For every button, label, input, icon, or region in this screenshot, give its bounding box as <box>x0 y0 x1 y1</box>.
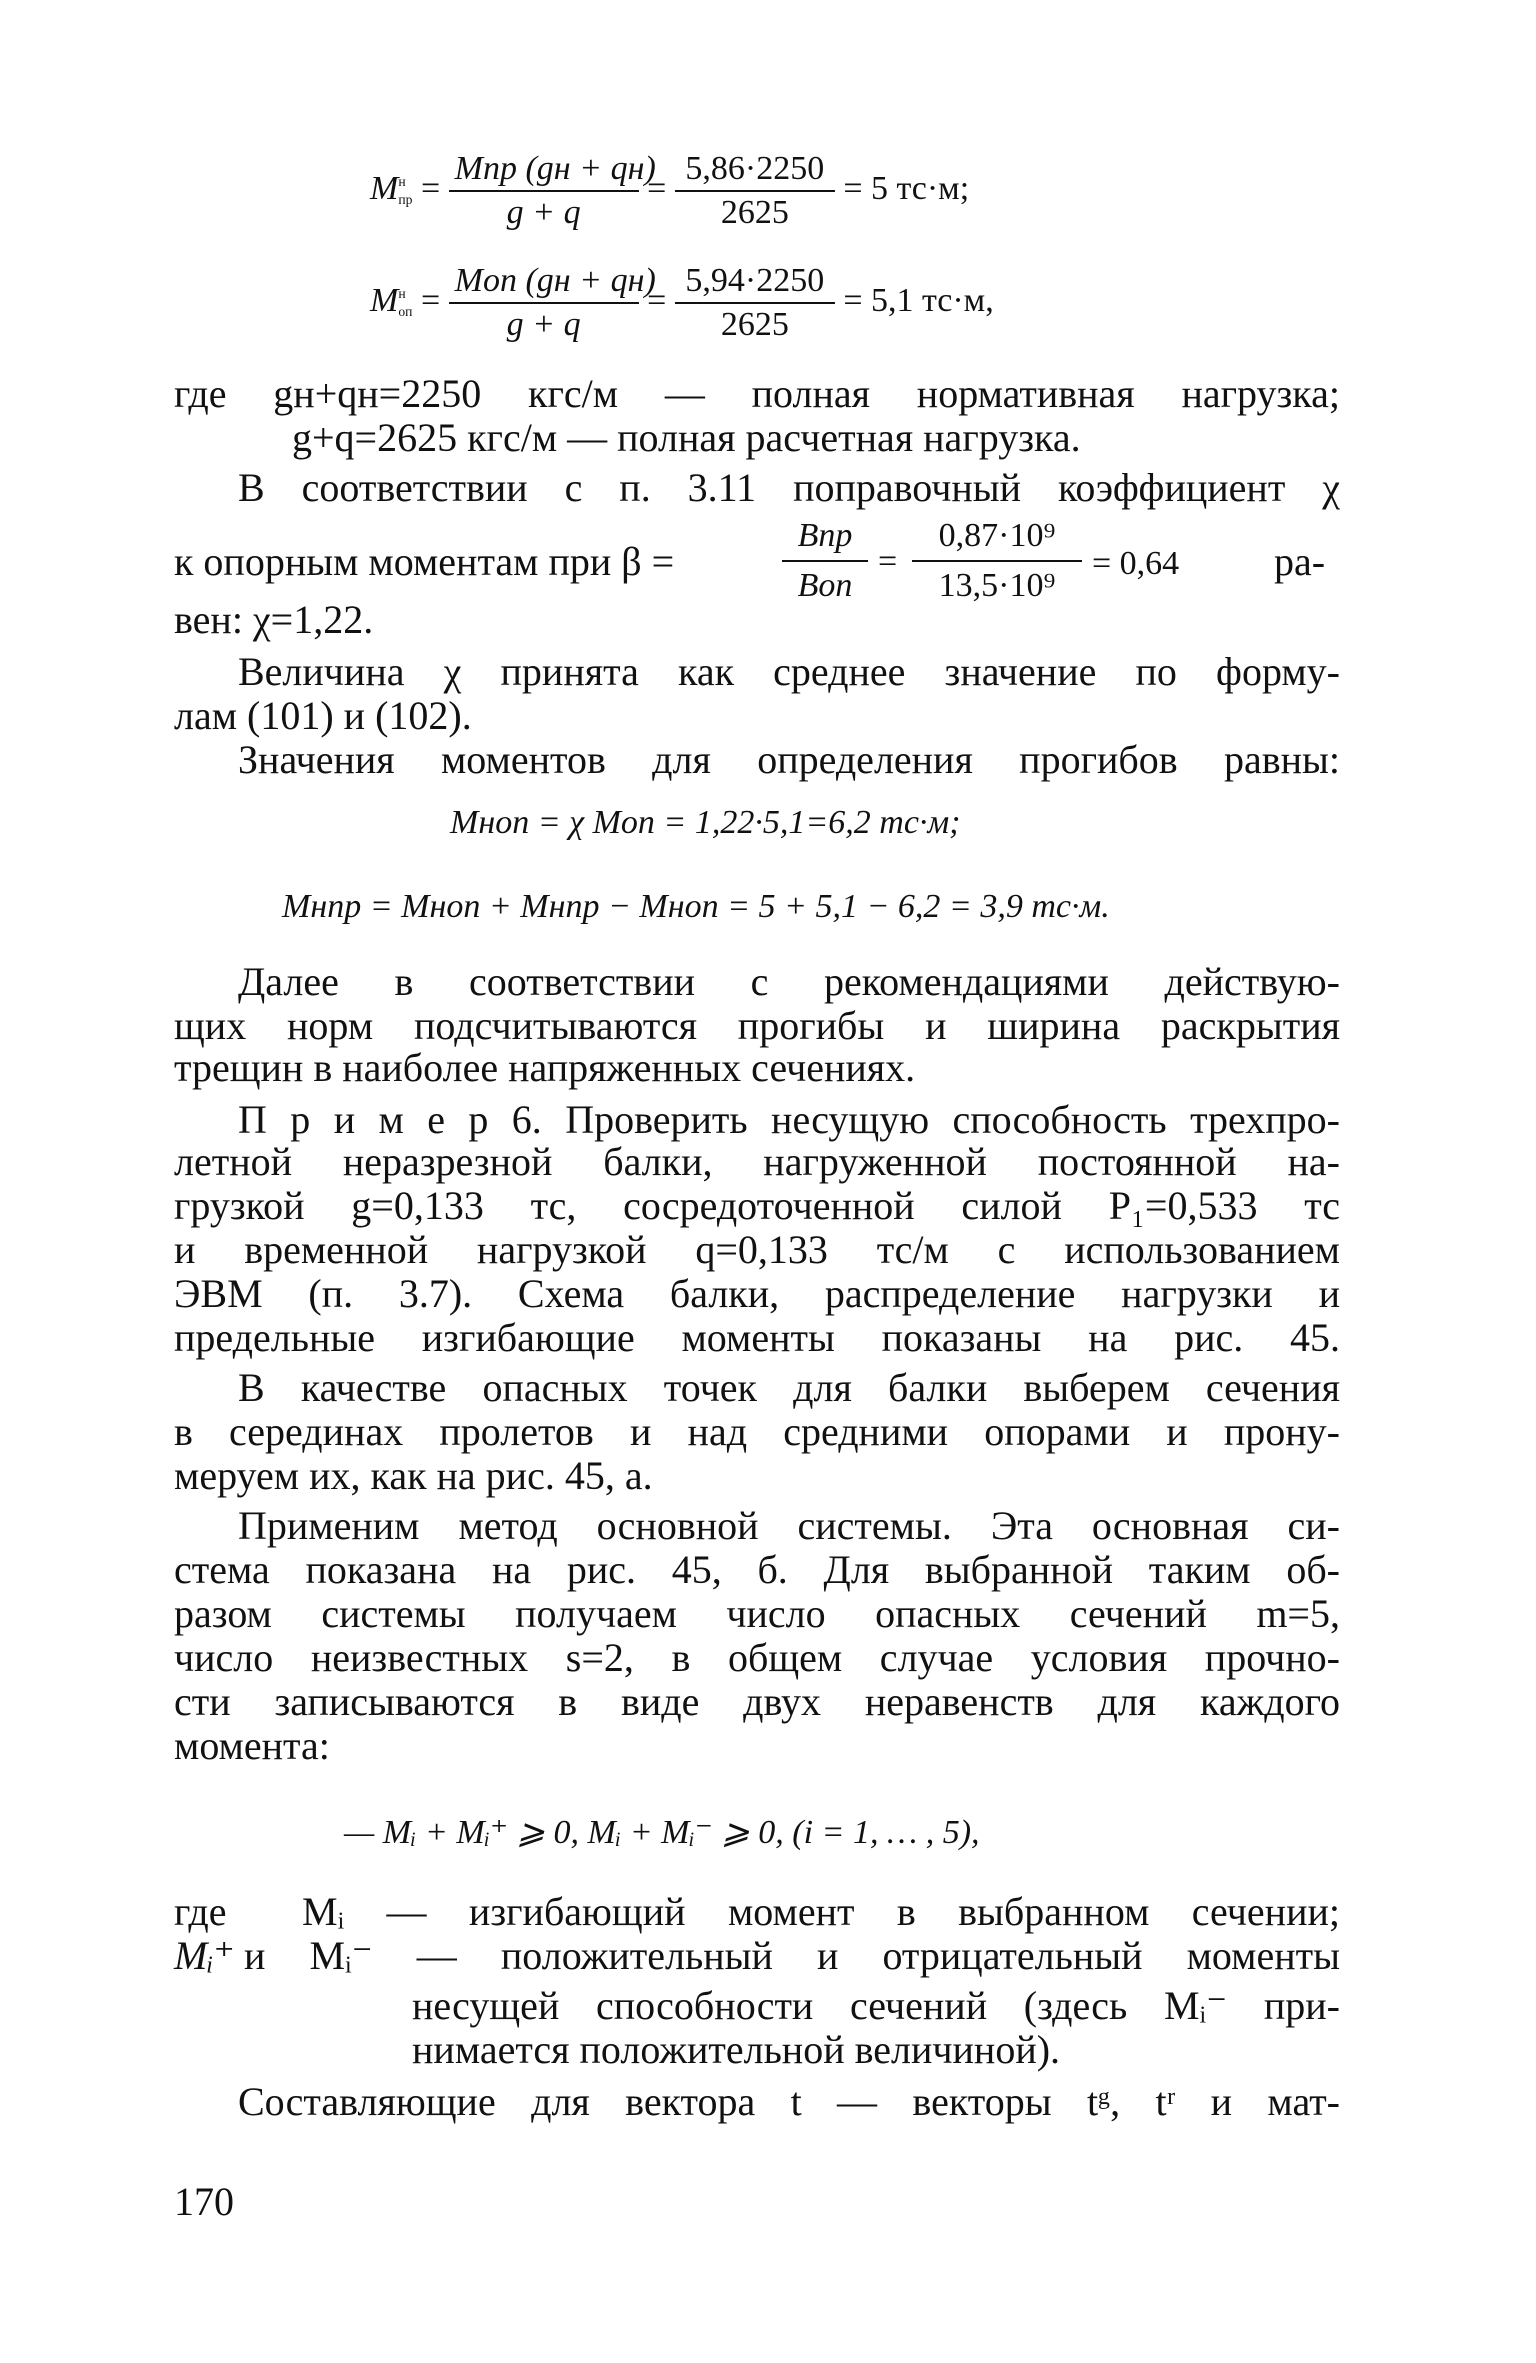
formula-sub: пр <box>398 192 413 207</box>
text-line: нимается положительной величиной). <box>412 2027 1061 2072</box>
numerator: 5,94·2250 <box>675 262 835 304</box>
text-line: Значения моментов для определения прогибов равны: <box>238 737 1340 782</box>
text-line: Величина χ принята как среднее значение по форму- <box>238 649 1340 694</box>
fraction <box>782 514 868 608</box>
page-number: 170 <box>174 2179 234 2224</box>
text-line: В соответствии с п. 3.11 поправочный коэффициент χ <box>238 465 1340 510</box>
fraction <box>449 262 656 344</box>
text-fragment: Mᵢ⁺ <box>174 1933 235 1978</box>
text-fragment: и Mᵢ⁻ — положительный и отрицательный моменты <box>244 1933 1340 1978</box>
text-line: П р и м е р 6. Проверить несущую способность трехпро- <box>238 1097 1340 1142</box>
formula-sup: н <box>398 174 406 189</box>
equals-sign: = <box>878 543 898 580</box>
text-line: летной неразрезной балки, нагруженной постоянной на- <box>174 1139 1340 1184</box>
denominator: 2625 <box>720 306 789 343</box>
text-line: разом системы получаем число опасных сечений m=5, <box>174 1591 1340 1636</box>
text-line: меруем их, как на рис. 45, а. <box>174 1453 653 1498</box>
formula-m-pr-n: Mнпр = Mноп + Mнпр − Mноп = 5 + 5,1 − 6,2 = 3,9 тс·м. <box>282 888 1110 925</box>
denominator: 2625 <box>720 194 789 231</box>
fraction <box>449 150 656 232</box>
denominator: g + q <box>506 306 581 343</box>
text-line: g+q=2625 кгс/м — полная расчетная нагрузка. <box>292 415 1081 460</box>
text-line: где gн+qн=2250 кгс/м — полная нормативная нагрузка; <box>174 371 1340 416</box>
formula-lhs: M <box>370 281 399 319</box>
formula-m-op <box>370 262 994 344</box>
formula-lhs: M <box>370 169 399 207</box>
numerator: Bпр <box>782 514 868 562</box>
text-line: стема показана на рис. 45, б. Для выбранной таким об- <box>174 1547 1340 1592</box>
text-fragment: Mᵢ — изгибающий момент в выбранном сечении; <box>302 1889 1340 1934</box>
denominator: Bоп <box>797 567 853 604</box>
numerator: 0,87·10⁹ <box>912 514 1082 562</box>
text-line: грузкой g=0,133 тс, сосредоточенной силой P₁=0,533 тс <box>174 1183 1340 1228</box>
text-line: число неизвестных s=2, в общем случае условия прочно- <box>174 1635 1340 1680</box>
text-line: предельные изгибающие моменты показаны на рис. 45. <box>174 1315 1340 1360</box>
numerator: Mпр (gн + qн) <box>449 150 639 192</box>
text-line: Составляющие для вектора t — векторы tᵍ, tʳ и мат- <box>238 2079 1340 2124</box>
equals-sign: = <box>647 169 667 207</box>
text-line: Далее в соответствии с рекомендациями действую- <box>238 959 1340 1004</box>
fraction <box>675 262 835 344</box>
equals-sign: = <box>420 281 441 319</box>
text-line: момента: <box>174 1723 330 1768</box>
denominator: g + q <box>506 194 581 231</box>
formula-m-pr <box>370 150 969 232</box>
text-fragment: где <box>174 1889 227 1934</box>
text-fragment: ра- <box>1274 539 1326 584</box>
text-line: несущей способности сечений (здесь Mᵢ⁻ при- <box>412 1983 1340 2028</box>
text-line: сти записываются в виде двух неравенств для каждого <box>174 1679 1340 1724</box>
fraction <box>912 514 1082 608</box>
text-line: ЭВМ (п. 3.7). Схема балки, распределение нагрузки и <box>174 1271 1340 1316</box>
text-line: Применим метод основной системы. Эта основная си- <box>238 1503 1340 1548</box>
equals-sign: = <box>420 169 441 207</box>
text-line: В качестве опасных точек для балки выберем сечения <box>238 1365 1340 1410</box>
text-fragment: к опорным моментам при β = <box>174 539 675 584</box>
inequality-formula: — Mᵢ + Mᵢ⁺ ⩾ 0, Mᵢ + Mᵢ⁻ ⩾ 0, (i = 1, … , 5), <box>344 1814 980 1851</box>
denominator: 13,5·10⁹ <box>938 567 1056 604</box>
formula-result: = 0,64 <box>1092 545 1180 582</box>
fraction <box>675 150 835 232</box>
numerator: 5,86·2250 <box>675 150 835 192</box>
text-line: и временной нагрузкой q=0,133 тс/м с использованием <box>174 1227 1340 1272</box>
formula-m-op-n: Mноп = χ Mоп = 1,22·5,1=6,2 тс·м; <box>450 804 961 841</box>
where-line <box>174 1890 1340 1934</box>
text-line: вен: χ=1,22. <box>174 597 374 642</box>
formula-result: = 5 тс·м; <box>843 169 970 207</box>
formula-sup: н <box>398 286 406 301</box>
beta-line <box>174 514 1340 604</box>
formula-result: = 5,1 тс·м, <box>843 281 994 319</box>
text-line: трещин в наиболее напряженных сечениях. <box>174 1045 916 1090</box>
text-line: щих норм подсчитываются прогибы и ширина раскрытия <box>174 1003 1340 1048</box>
text-line: в серединах пролетов и над средними опорами и прону- <box>174 1409 1340 1454</box>
formula-sub: оп <box>398 304 413 319</box>
where-line <box>174 1934 1340 1978</box>
text-line: лам (101) и (102). <box>174 693 472 738</box>
numerator: Mоп (gн + qн) <box>449 262 639 304</box>
equals-sign: = <box>647 281 667 319</box>
